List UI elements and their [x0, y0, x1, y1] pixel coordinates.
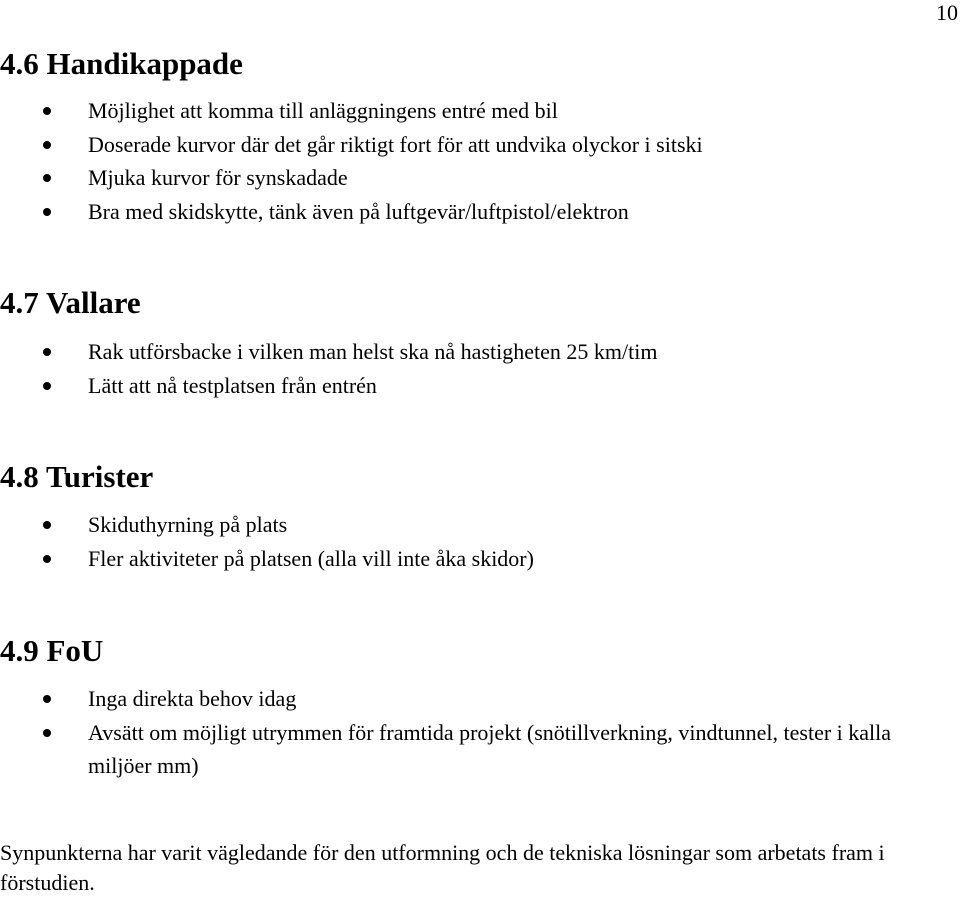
bullet-icon — [43, 695, 51, 703]
list-item — [0, 128, 928, 162]
section-heading-turister: 4.8 Turister — [0, 459, 154, 494]
list-item-text: Skiduthyrning på plats — [88, 512, 288, 537]
bullet-icon — [43, 555, 51, 563]
bullet-icon — [43, 141, 51, 149]
section-heading-fou: 4.9 FoU — [0, 633, 104, 668]
bullet-icon — [43, 348, 51, 356]
section-heading-vallare: 4.7 Vallare — [0, 285, 141, 320]
bullet-list-handikappade — [0, 94, 928, 228]
bullet-icon — [43, 107, 51, 115]
closing-paragraph: Synpunkterna har varit vägledande för den utformning och de tekniska lösningar som arbetats fram i förstudien. — [0, 840, 885, 895]
page-number: 10 — [936, 0, 958, 25]
list-item — [0, 195, 928, 229]
list-item-text: Bra med skidskytte, tänk även på luftgevär/luftpistol/elektron — [88, 198, 629, 224]
list-item — [0, 542, 928, 576]
list-item-text: Lätt att nå testplatsen från entrén — [88, 372, 377, 398]
list-item — [0, 682, 928, 716]
bullet-icon — [43, 208, 51, 216]
bullet-icon — [43, 521, 51, 529]
bullet-list-vallare — [0, 335, 928, 402]
list-item-text: Avsätt om möjligt utrymmen för framtida projekt (snötillverkning, vindtunnel, tester i kalla miljöer mm) — [88, 719, 892, 778]
list-item-text: Möjlighet att komma till anläggningens entré med bil — [88, 98, 558, 123]
list-item — [0, 335, 928, 369]
list-item-text: Rak utförsbacke i vilken man helst ska nå hastigheten 25 km/tim — [88, 339, 658, 364]
bullet-list-turister — [0, 508, 928, 575]
bullet-icon — [43, 382, 51, 390]
bullet-icon — [43, 729, 51, 737]
list-item — [0, 369, 928, 403]
section-heading-handikappade: 4.6 Handikappade — [0, 46, 243, 81]
list-item — [0, 161, 928, 195]
bullet-icon — [43, 174, 51, 182]
list-item-text: Doserade kurvor där det går riktigt fort för att undvika olyckor i sitski — [88, 131, 703, 157]
list-item-text: Mjuka kurvor för synskadade — [88, 165, 348, 190]
list-item-text: Inga direkta behov idag — [88, 686, 297, 711]
bullet-list-fou — [0, 682, 928, 783]
list-item — [0, 508, 928, 542]
list-item-text: Fler aktiviteter på platsen (alla vill inte åka skidor) — [88, 545, 534, 571]
list-item — [0, 94, 928, 128]
list-item — [0, 716, 928, 783]
